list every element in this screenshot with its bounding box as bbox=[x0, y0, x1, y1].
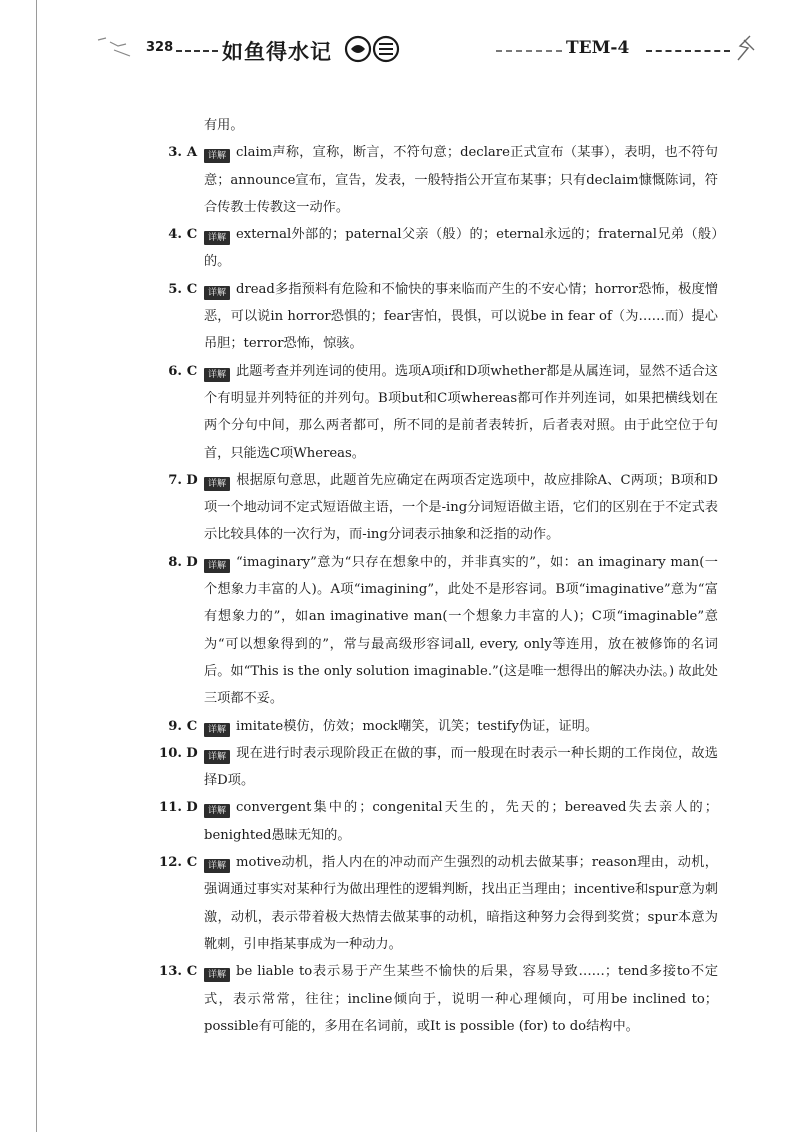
answer-letter: D bbox=[186, 800, 198, 816]
explanation-badge: 详解 bbox=[204, 149, 230, 163]
page-number: 328 bbox=[146, 40, 174, 55]
answer-item-3 bbox=[146, 139, 718, 221]
answer-item-7 bbox=[146, 467, 718, 549]
explanation-badge: 详解 bbox=[204, 750, 230, 764]
answer-letter: C bbox=[186, 964, 198, 980]
item-number: 11. bbox=[159, 800, 182, 816]
explanation-text: convergent集中的；congenital天生的，先天的；bereaved失去亲人的；benighted愚昧无知的。 bbox=[204, 800, 718, 843]
explanation-text: “imaginary”意为“只存在想象中的，并非真实的”，如：an imaginary man(一个想象力丰富的人)。A项“imagining”，此处不是形容词。B项“imaginative”意为“富有想象力的”，如an imaginative man(一个想象力丰富的人)；C项“imaginable”意为“可以想象得到的”，常与最高级形容词all, every, only等连用，放在被修饰的名词后。如“This is the only solution imaginable.”(这是唯一想得出的解决办法。) 故此处三项都不妥。 bbox=[204, 554, 718, 707]
item-number: 9. bbox=[168, 718, 182, 734]
scan-smudge-icon bbox=[96, 34, 136, 58]
answer-item-12 bbox=[146, 849, 718, 958]
fish-logo-icon bbox=[342, 34, 408, 64]
item-number: 6. bbox=[168, 363, 182, 379]
answer-letter: C bbox=[186, 227, 198, 243]
answer-letter: C bbox=[186, 718, 198, 734]
explanation-badge: 详解 bbox=[204, 968, 230, 982]
book-title: 如鱼得水记 bbox=[222, 40, 332, 64]
explanation-text: dread多指预料有危险和不愉快的事来临而产生的不安心情；horror恐怖，极度憎恶，可以说in horror恐惧的；fear害怕，畏惧，可以说be in fear of（为……而）提心吊胆；terror恐怖，惊骇。 bbox=[204, 281, 718, 352]
explanation-badge: 详解 bbox=[204, 286, 230, 300]
explanation-badge: 详解 bbox=[204, 723, 230, 737]
answer-letter: D bbox=[186, 554, 198, 570]
answer-letter: A bbox=[186, 145, 198, 161]
item-number: 12. bbox=[159, 855, 182, 871]
explanation-badge: 详解 bbox=[204, 559, 230, 573]
explanation-text: motive动机，指人内在的冲动而产生强烈的动机去做某事；reason理由，动机，强调通过事实对某种行为做出理性的逻辑判断，找出正当理由；incentive和spur意为刺激，动机，表示带着极大热情去做某事的动机，暗指这种努力会得到奖赏；spur本意为靴刺，引申指某事成为一种动力。 bbox=[204, 855, 718, 952]
answer-item-11 bbox=[146, 794, 718, 849]
item-number: 5. bbox=[168, 281, 182, 297]
explanation-text: 根据原句意思，此题首先应确定在两项否定选项中，故应排除A、C两项；B项和D项一个地动词不定式短语做主语，一个是-ing分词短语做主语，它们的区别在于不定式表示比较具体的一次行为，而-ing分词表示抽象和泛指的动作。 bbox=[204, 472, 718, 543]
item-number: 10. bbox=[159, 745, 182, 761]
explanation-text: external外部的；paternal父亲（般）的；eternal永远的；fraternal兄弟（般）的。 bbox=[204, 227, 718, 270]
answer-item-8 bbox=[146, 549, 718, 713]
answer-item-4 bbox=[146, 221, 718, 276]
answer-letter: D bbox=[186, 472, 198, 488]
item-number: 7. bbox=[168, 472, 182, 488]
continuation-text: 有用。 bbox=[204, 118, 244, 133]
explanation-text: claim声称，宣称，断言，不符句意；declare正式宣布（某事），表明，也不符句意；announce宣布，宣告，发表，一般特指公开宣布某事；只有declaim慷慨陈词，符合传教士传教这一动作。 bbox=[204, 145, 718, 215]
answer-letter: C bbox=[186, 855, 198, 871]
running-header bbox=[0, 28, 800, 68]
explanation-badge: 详解 bbox=[204, 477, 230, 491]
explanation-badge: 详解 bbox=[204, 804, 230, 818]
answer-letter: C bbox=[186, 281, 198, 297]
answer-item-10 bbox=[146, 740, 718, 795]
scan-smudge-icon bbox=[730, 32, 758, 66]
explanation-text: 此题考查并列连词的使用。选项A项if和D项whether都是从属连词，显然不适合这个有明显并列特征的并列句。B项but和C项whereas都可作并列连词，如果把横线划在两个分句中间，那么两者都可，所不同的是前者表转折，后者表对照。由于此空位于句首，只能选C项Whereas。 bbox=[204, 363, 718, 461]
item-number: 3. bbox=[168, 145, 182, 161]
item-number: 8. bbox=[168, 554, 182, 570]
header-dash-left bbox=[176, 50, 218, 52]
answer-item-9 bbox=[146, 713, 718, 740]
answer-letter: C bbox=[186, 363, 198, 379]
answer-letter: D bbox=[186, 745, 198, 761]
explanation-text: imitate模仿，仿效；mock嘲笑，讥笑；testify伪证，证明。 bbox=[236, 718, 599, 734]
answer-explanations bbox=[146, 112, 718, 1040]
answer-item-5 bbox=[146, 276, 718, 358]
item-number: 4. bbox=[168, 227, 182, 243]
binding-margin-line bbox=[36, 0, 37, 1132]
explanation-text: 现在进行时表示现阶段正在做的事，而一般现在时表示一种长期的工作岗位，故选择D项。 bbox=[204, 745, 718, 789]
explanation-badge: 详解 bbox=[204, 231, 230, 245]
answer-item-6 bbox=[146, 358, 718, 467]
explanation-text: be liable to表示易于产生某些不愉快的后果，容易导致……；tend多接to不定式，表示常常，往往；incline倾向于，说明一种心理倾向，可用be inclined to；possible有可能的，多用在名词前，或It is possible (for) to do结构中。 bbox=[204, 964, 718, 1034]
exam-tag: TEM-4 bbox=[566, 38, 630, 58]
header-dash-right bbox=[646, 50, 730, 52]
explanation-badge: 详解 bbox=[204, 859, 230, 873]
item-number: 13. bbox=[159, 964, 182, 980]
answer-item-13 bbox=[146, 958, 718, 1040]
header-dash-middle bbox=[496, 50, 562, 52]
explanation-badge: 详解 bbox=[204, 368, 230, 382]
